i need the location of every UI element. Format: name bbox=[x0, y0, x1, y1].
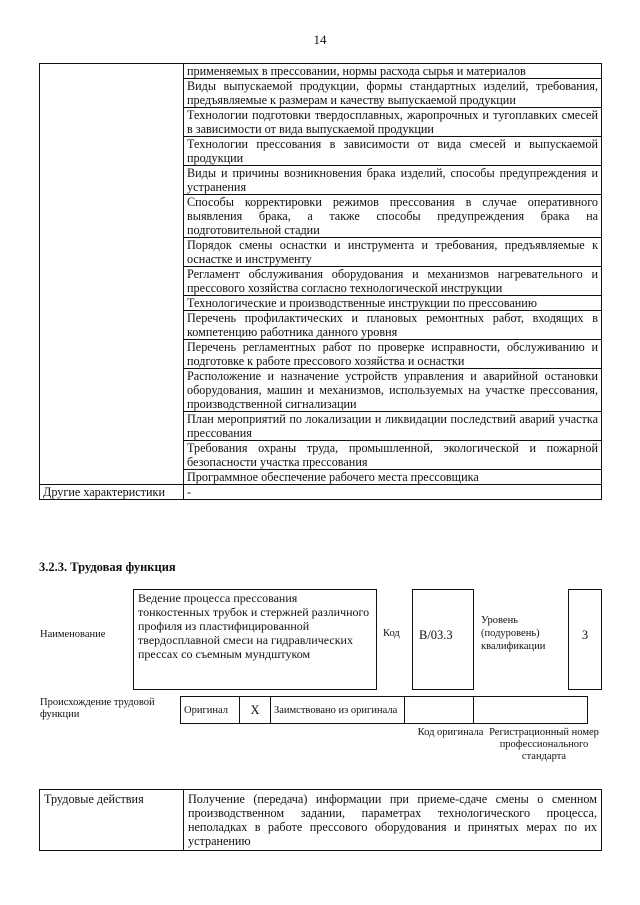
origin-label: Происхождение трудовой функции bbox=[40, 697, 155, 720]
requirement-item: Технологии подготовки твердосплавных, жаропрочных и тугоплавких смесей в зависимости от вида выпускаемой продукции bbox=[184, 108, 602, 137]
requirement-item: Виды и причины возникновения брака изделий, способы предупреждения и устранения bbox=[184, 166, 602, 195]
requirement-item: Технологические и производственные инструкции по прессованию bbox=[184, 296, 602, 311]
table-row bbox=[40, 64, 602, 79]
original-label: Оригинал bbox=[181, 697, 240, 724]
original-code-caption: Код оригинала bbox=[417, 727, 484, 738]
requirement-item: Расположение и назначение устройств управления и аварийной остановки оборудования, машин и механизмов, используемых на участке прессования, производственной сигнализации bbox=[184, 369, 602, 412]
requirement-item: Перечень регламентных работ по проверке исправности, обслуживанию и подготовке к работе прессового хозяйства и оснастки bbox=[184, 340, 602, 369]
requirement-item: применяемых в прессовании, нормы расхода сырья и материалов bbox=[184, 64, 602, 79]
registration-number-cell bbox=[474, 697, 588, 724]
original-code-cell bbox=[405, 697, 474, 724]
requirements-label-cell bbox=[40, 64, 184, 485]
page-number: 14 bbox=[313, 32, 327, 47]
borrowed-label: Заимствовано из оригинала bbox=[271, 697, 405, 724]
qualification-level-value: 3 bbox=[568, 589, 602, 690]
requirements-table bbox=[39, 63, 602, 500]
original-mark: X bbox=[240, 697, 271, 724]
function-name-label: Наименование bbox=[40, 629, 106, 640]
other-characteristics-value: - bbox=[184, 485, 602, 500]
requirement-item: Технологии прессования в зависимости от вида смесей и выпускаемой продукции bbox=[184, 137, 602, 166]
requirement-item: Способы корректировки режимов прессования в случае оперативного выявления брака, а также способы предупреждения брака на подготовительной стадии bbox=[184, 195, 602, 238]
section-title: 3.2.3. Трудовая функция bbox=[39, 560, 176, 574]
other-characteristics-label: Другие характеристики bbox=[40, 485, 184, 500]
origin-table bbox=[180, 696, 588, 724]
function-name-value: Ведение процесса прессования тонкостенных трубок и стержней различного профиля из пластифицированной твердосплавной смеси на гидравлических прессах со съемным мундштуком bbox=[133, 589, 377, 690]
labor-actions-label: Трудовые действия bbox=[40, 790, 184, 851]
requirement-item: Виды выпускаемой продукции, формы стандартных изделий, требования, предъявляемые к размерам и качеству выпускаемой продукции bbox=[184, 79, 602, 108]
registration-number-caption: Регистрационный номер профессионального стандарта bbox=[489, 727, 599, 762]
labor-actions-text: Получение (передача) информации при приеме-сдаче смены о сменном производственном задании, параметрах технологического процесса, неполадках в работе прессового оборудования и принятых мерах по их устранению bbox=[184, 790, 602, 851]
requirement-item: Требования охраны труда, промышленной, экологической и пожарной безопасности участка прессования bbox=[184, 441, 602, 470]
requirement-item: Программное обеспечение рабочего места прессовщика bbox=[184, 470, 602, 485]
requirement-item: Перечень профилактических и плановых ремонтных работ, входящих в компетенцию работника данного уровня bbox=[184, 311, 602, 340]
requirement-item: План мероприятий по локализации и ликвидации последствий аварий участка прессования bbox=[184, 412, 602, 441]
table-row bbox=[40, 485, 602, 500]
qualification-level-label: Уровень (подуровень) квалификации bbox=[481, 615, 546, 652]
labor-actions-table bbox=[39, 789, 602, 851]
code-label: Код bbox=[383, 628, 400, 639]
requirement-item: Регламент обслуживания оборудования и механизмов нагревательного и прессового хозяйства согласно технологической инструкции bbox=[184, 267, 602, 296]
code-value: B/03.3 bbox=[412, 589, 474, 690]
requirement-item: Порядок смены оснастки и инструмента и требования, предъявляемые к оснастке и инструменту bbox=[184, 238, 602, 267]
